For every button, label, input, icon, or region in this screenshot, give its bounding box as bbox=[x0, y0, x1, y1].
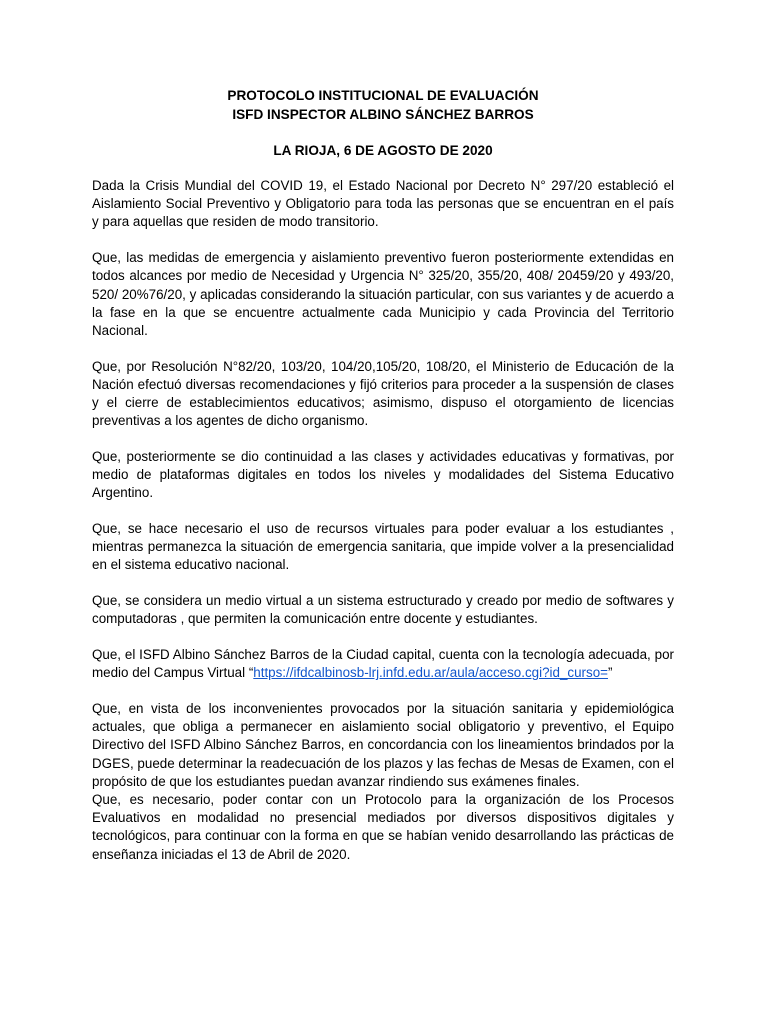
paragraph-continuidad: Que, posteriormente se dio continuidad a las clases y actividades educativas y formativas, por medio de plataformas digitales en todos los niveles y modalidades del Sistema Educativo Argentino. bbox=[92, 448, 674, 501]
campus-open-quote: “ bbox=[248, 665, 254, 681]
document-page bbox=[92, 86, 674, 881]
campus-paragraph-text: Que, el ISFD Albino Sánchez Barros de la Ciudad capital, cuenta con la tecnología adecuada, por medio del Campus Virtual bbox=[92, 647, 674, 681]
paragraph-campus bbox=[92, 646, 674, 682]
document-title-line-2: ISFD INSPECTOR ALBINO SÁNCHEZ BARROS bbox=[232, 107, 534, 122]
campus-virtual-link[interactable]: https://ifdcalbinosb-lrj.infd.edu.ar/aula/acceso.cgi?id_curso= bbox=[253, 665, 608, 681]
paragraph-dges: Que, en vista de los inconvenientes provocados por la situación sanitaria y epidemiológica actuales, que obliga a permanecer en aislamiento social obligatorio y preventivo, el Equipo Directivo del ISFD Albino Sánchez Barros, en concordancia con los lineamientos brindados por la DGES, puede determinar la readecuación de los plazos y las fechas de Mesas de Examen, con el propósito de que los estudiantes puedan avanzar rindiendo sus exámenes finales. bbox=[92, 700, 674, 789]
document-title-line-1: PROTOCOLO INSTITUCIONAL DE EVALUACIÓN bbox=[227, 88, 539, 103]
paragraph-recursos-virtuales: Que, se hace necesario el uso de recursos virtuales para poder evaluar a los estudiantes , mientras permanezca la situación de emergencia sanitaria, que impide volver a la presencialidad en el sistema educativo nacional. bbox=[92, 521, 674, 573]
document-date: LA RIOJA, 6 DE AGOSTO DE 2020 bbox=[273, 143, 493, 158]
paragraph-covid: Dada la Crisis Mundial del COVID 19, el Estado Nacional por Decreto N° 297/20 estableció el Aislamiento Social Preventivo y Obligatorio para toda las personas que se encuentran en el país y para aquellas que residen de modo transitorio. bbox=[92, 178, 674, 230]
paragraph-medio-virtual: Que, se considera un medio virtual a un sistema estructurado y creado por medio de softwares y computadoras , que permiten la comunicación entre docente y estudiantes. bbox=[92, 593, 674, 627]
paragraph-resolucion: Que, por Resolución N°82/20, 103/20, 104/20,105/20, 108/20, el Ministerio de Educación de la Nación efectuó diversas recomendaciones y fijó criterios para proceder a la suspensión de clases y el cierre de establecimientos educativos; asimismo, dispuso el otorgamiento de licencias preventivas a los agentes de dicho organismo. bbox=[92, 358, 674, 429]
paragraph-medidas: Que, las medidas de emergencia y aislamiento preventivo fueron posteriormente extendidas en todos alcances por medio de Necesidad y Urgencia N° 325/20, 355/20, 408/ 20459/20 y 493/20, 520/ 20%76/20, y aplicadas considerando la situación particular, con sus variantes y de acuerdo a la fase en la que se encuentre actualmente cada Municipio y cada Provincia del Territorio Nacional. bbox=[92, 250, 674, 338]
campus-close-quote: ” bbox=[607, 665, 613, 681]
paragraph-protocolo: Que, es necesario, poder contar con un Protocolo para la organización de los Procesos Evaluativos en modalidad no presencial mediados por diversos dispositivos digitales y tecnológicos, para continuar con la forma en que se habían venido desarrollando las prácticas de enseñanza iniciadas el 13 de Abril de 2020. bbox=[92, 791, 674, 862]
